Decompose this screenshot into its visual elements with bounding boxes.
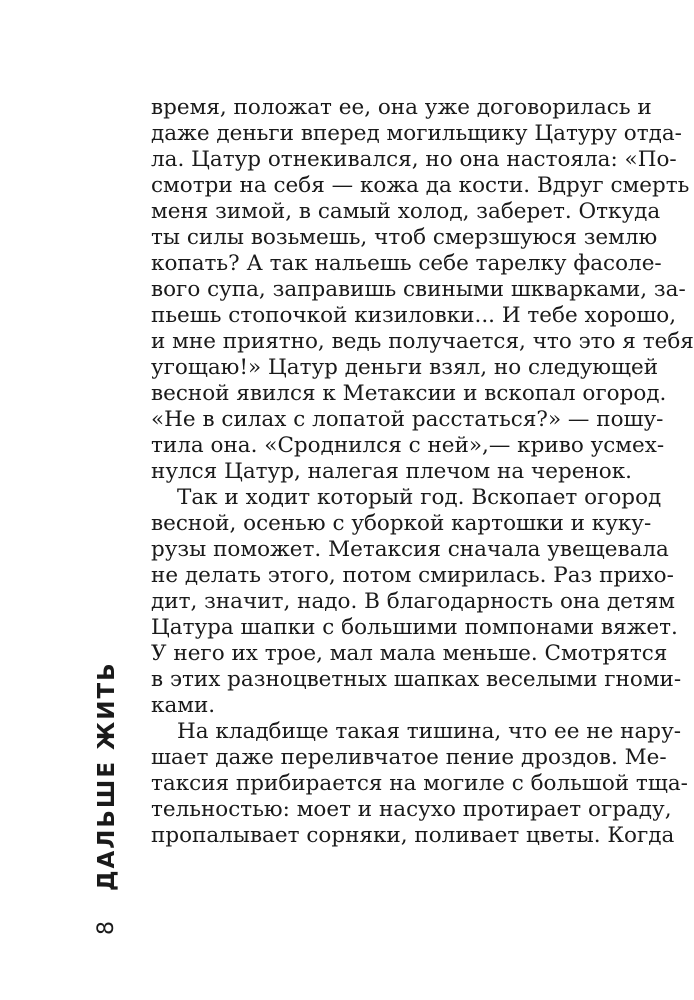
text-line: ты силы возьмешь, чтоб смерзшуюся землю [151,225,658,250]
running-head [95,661,119,935]
text-line: Так и ходит который год. Вскопает огород [177,485,662,510]
text-line: «Не в силах с лопатой расстаться?» — пошу- [151,407,664,432]
text-line: тила она. «Сроднился с ней»,— криво усмех- [151,433,665,458]
text-line: рузы поможет. Метаксия сначала увещевала [151,537,669,562]
text-line: тельностью: моет и насухо протирает ограду, [151,797,672,822]
text-line: нулся Цатур, налегая плечом на черенок. [151,459,633,484]
text-line: и мне приятно, ведь получается, что это я тебя [151,329,694,354]
text-line: угощаю!» Цатур деньги взял, но следующей [151,355,659,380]
text-line: меня зимой, в самый холод, заберет. Откуда [151,199,661,224]
text-line: вого супа, заправишь свиными шкварками, за- [151,277,686,302]
text-line: копать? А так нальешь себе тарелку фасоле- [151,251,662,276]
text-line: не делать этого, потом смирилась. Раз прихо- [151,563,674,588]
text-line: пропалывает сорняки, поливает цветы. Когда [151,823,675,848]
text-line: На кладбище такая тишина, что ее не нару- [177,719,681,744]
text-line: в этих разноцветных шапках веселыми гноми- [151,667,682,692]
text-line: таксия прибирается на могиле с большой тща- [151,771,688,796]
text-line: Цатура шапки с большими помпонами вяжет. [151,615,678,640]
text-line: пьешь стопочкой кизиловки... И тебе хорошо, [151,303,677,328]
text-line: весной, осенью с уборкой картошки и куку- [151,511,652,536]
text-line: весной явился к Метаксии и вскопал огород. [151,381,667,406]
text-line: ла. Цатур отнекивался, но она настояла: «По- [151,147,677,172]
text-line: У него их трое, мал мала меньше. Смотрятся [151,641,668,666]
text-line: даже деньги вперед могильщику Цатуру отда- [151,121,682,146]
text-line: шает даже переливчатое пение дроздов. Ме- [151,745,667,770]
text-line: смотри на себя — кожа да кости. Вдруг смерть [151,173,690,198]
text-line: время, положат ее, она уже договорилась и [151,95,652,120]
page-number: 8 [94,921,119,935]
book-title: ДАЛЬШЕ ЖИТЬ [94,661,120,891]
text-line: ками. [151,693,216,718]
text-line: дит, значит, надо. В благодарность она детям [151,589,676,614]
